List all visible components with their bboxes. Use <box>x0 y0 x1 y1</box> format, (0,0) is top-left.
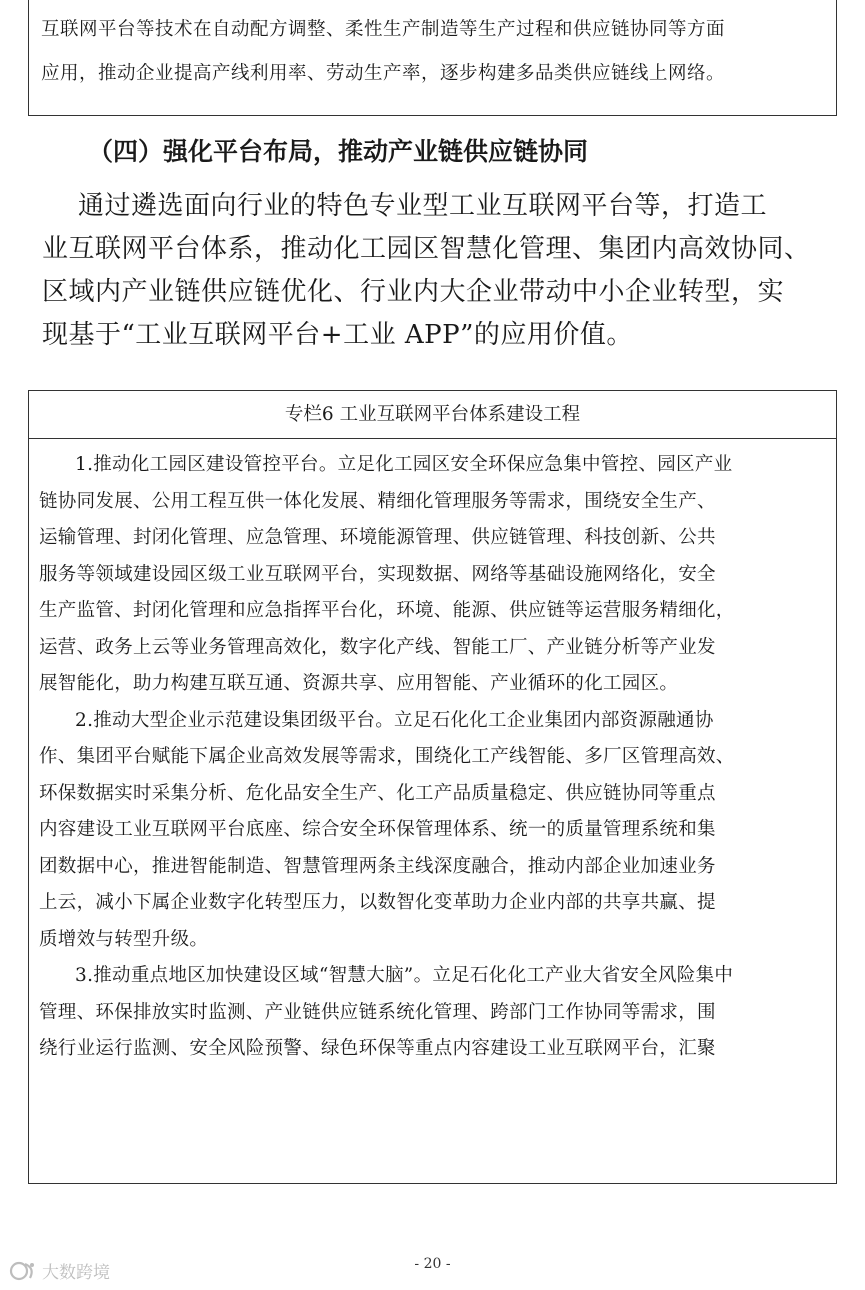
paragraph-line: 绕行业运行监测、安全风险预警、绿色环保等重点内容建设工业互联网平台，汇聚 <box>39 1038 716 1059</box>
paragraph-line: 链协同发展、公用工程互供一体化发展、精细化管理服务等需求，围绕安全生产、 <box>39 490 716 512</box>
paragraph-line: 团数据中心，推进智能制造、智慧管理两条主线深度融合，推动内部企业加速业务 <box>39 855 716 877</box>
column-box-body <box>29 447 836 1068</box>
paragraph-line: 服务等领域建设园区级工业互联网平台，实现数据、网络等基础设施网络化，安全 <box>39 563 716 585</box>
paragraph-line: 运营、政务上云等业务管理高效化，数字化产线、智能工厂、产业链分析等产业发 <box>39 636 716 658</box>
paragraph-line: 质增效与转型升级。 <box>39 928 209 950</box>
column-paragraph-2 <box>39 703 826 959</box>
paragraph-line: 展智能化，助力构建互联互通、资源共享、应用智能、产业循环的化工园区。 <box>39 673 679 694</box>
paragraph-line: 3.推动重点地区加快建设区域“智慧大脑”。立足石化化工产业大省安全风险集中 <box>75 965 734 986</box>
column-box-title: 专栏6 工业互联网平台体系建设工程 <box>29 391 836 439</box>
column-paragraph-1 <box>39 447 826 703</box>
paragraph-line: 上云，减小下属企业数字化转型压力，以数智化变革助力企业内部的共享共赢、提 <box>39 892 716 913</box>
body-line: 通过遴选面向行业的特色专业型工业互联网平台等，打造工 <box>78 191 768 221</box>
top-box-line: 互联网平台等技术在自动配方调整、柔性生产制造等生产过程和供应链协同等方面 <box>41 19 726 40</box>
paragraph-line: 管理、环保排放实时监测、产业链供应链系统化管理、跨部门工作协同等需求，围 <box>39 1001 716 1023</box>
watermark-text: 大数跨境 <box>42 1263 110 1283</box>
body-line: 区域内产业链供应链优化、行业内大企业带动中小企业转型，实 <box>42 277 785 307</box>
paragraph-line: 2.推动大型企业示范建设集团级平台。立足石化化工企业集团内部资源融通协 <box>75 709 714 731</box>
paragraph-line: 作、集团平台赋能下属企业高效发展等需求，围绕化工产线智能、多厂区管理高效、 <box>39 746 735 767</box>
paragraph-line: 环保数据实时采集分析、危化品安全生产、化工产品质量稳定、供应链协同等重点 <box>39 782 716 804</box>
watermark <box>8 1258 110 1283</box>
section-body <box>42 185 832 357</box>
column-box <box>28 390 837 1184</box>
paragraph-line: 运输管理、封闭化管理、应急管理、环境能源管理、供应链管理、科技创新、公共 <box>39 527 716 548</box>
top-box-line: 应用，推动企业提高产线利用率、劳动生产率，逐步构建多品类供应链线上网络。 <box>41 63 726 84</box>
section-heading: （四）强化平台布局，推动产业链供应链协同 <box>88 137 589 166</box>
brand-logo-icon <box>8 1260 38 1282</box>
top-text-box <box>28 0 837 116</box>
paragraph-line: 内容建设工业互联网平台底座、综合安全环保管理体系、统一的质量管理系统和集 <box>39 819 716 840</box>
column-paragraph-3 <box>39 958 826 1068</box>
page-number: - 20 - <box>414 1256 451 1272</box>
body-line: 业互联网平台体系，推动化工园区智慧化管理、集团内高效协同、 <box>42 234 811 264</box>
body-line: 现基于“工业互联网平台+工业 APP”的应用价值。 <box>42 320 633 350</box>
paragraph-line: 1.推动化工园区建设管控平台。立足化工园区安全环保应急集中管控、园区产业 <box>75 454 733 475</box>
paragraph-line: 生产监管、封闭化管理和应急指挥平台化，环境、能源、供应链等运营服务精细化， <box>39 600 735 621</box>
